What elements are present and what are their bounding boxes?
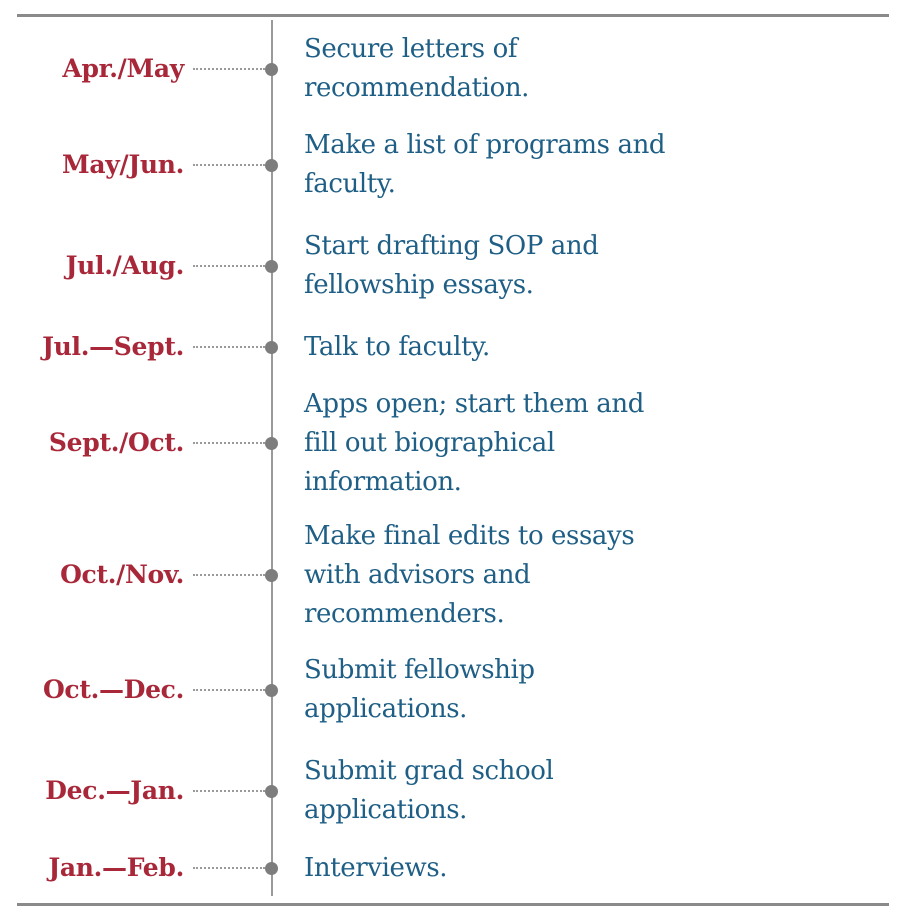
- event-date: Dec.—Jan.: [45, 776, 184, 805]
- event-marker: [265, 63, 278, 76]
- event-marker: [265, 684, 278, 697]
- event-description: Submit fellowship applications.: [304, 655, 535, 724]
- event-description: Secure letters of recommendation.: [304, 34, 530, 103]
- event-date: Jan.—Feb.: [48, 853, 184, 882]
- bottom-rule: [17, 903, 889, 906]
- dotted-leader: [193, 346, 265, 348]
- event-marker: [265, 159, 278, 172]
- event-marker: [265, 569, 278, 582]
- event-marker: [265, 862, 278, 875]
- dotted-leader: [193, 265, 265, 267]
- event-description: Talk to faculty.: [304, 332, 490, 362]
- event-marker: [265, 785, 278, 798]
- event-marker: [265, 341, 278, 354]
- event-description: Make a list of programs and faculty.: [304, 130, 666, 199]
- event-date: Jul.—Sept.: [42, 332, 184, 361]
- timeline-axis: [271, 20, 273, 896]
- event-description: Apps open; start them and fill out biographical information.: [304, 389, 644, 497]
- dotted-leader: [193, 689, 265, 691]
- dotted-leader: [193, 867, 265, 869]
- event-date: Sept./Oct.: [48, 428, 184, 457]
- event-marker: [265, 437, 278, 450]
- event-description: Interviews.: [304, 853, 448, 883]
- event-date: Jul./Aug.: [65, 251, 184, 280]
- top-rule: [17, 14, 889, 17]
- dotted-leader: [193, 68, 265, 70]
- event-description: Submit grad school applications.: [304, 756, 554, 825]
- event-date: May/Jun.: [61, 150, 184, 179]
- event-date: Oct./Nov.: [60, 560, 184, 589]
- dotted-leader: [193, 574, 265, 576]
- event-description: Start drafting SOP and fellowship essays.: [304, 231, 599, 300]
- dotted-leader: [193, 164, 265, 166]
- dotted-leader: [193, 790, 265, 792]
- event-description: Make final edits to essays with advisors and recommenders.: [304, 521, 635, 629]
- event-date: Oct.—Dec.: [42, 675, 184, 704]
- event-date: Apr./May: [62, 54, 184, 83]
- dotted-leader: [193, 442, 265, 444]
- event-marker: [265, 260, 278, 273]
